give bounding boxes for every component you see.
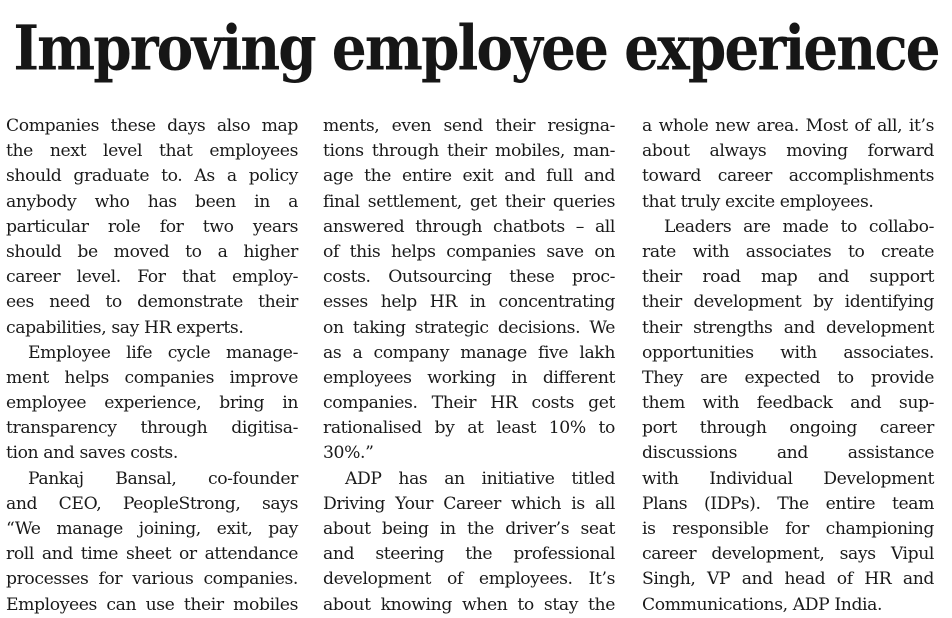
- text-line: Plans (IDPs). The entire team: [642, 493, 934, 514]
- text-line: age the entire exit and full and: [323, 166, 615, 187]
- text-line: that truly excite employees.: [642, 191, 874, 212]
- article-column-1: [6, 114, 298, 618]
- text-line: particular role for two years: [6, 216, 298, 237]
- text-line: toward career accomplishments: [642, 166, 934, 187]
- text-line: processes for various companies.: [6, 569, 298, 590]
- text-line: ADP has an initiative titled: [345, 468, 615, 489]
- text-line: Communications, ADP India.: [642, 594, 883, 615]
- text-line: as a company manage five lakh: [323, 342, 615, 363]
- text-line: Employees can use their mobiles: [6, 594, 298, 615]
- text-line: port through ongoing career: [642, 418, 934, 439]
- text-line: with Individual Development: [642, 468, 934, 489]
- text-line: capabilities, say HR experts.: [6, 317, 244, 338]
- text-line: “We manage joining, exit, pay: [6, 519, 298, 539]
- text-line: esses help HR in concentrating: [323, 292, 615, 313]
- text-line: companies. Their HR costs get: [323, 393, 615, 414]
- text-line: costs. Outsourcing these proc-: [323, 267, 615, 288]
- text-line: should be moved to a higher: [6, 241, 298, 262]
- text-line: 30%.”: [323, 443, 374, 464]
- text-line: anybody who has been in a: [6, 191, 298, 212]
- text-line: about always moving forward: [642, 141, 934, 162]
- text-line: They are expected to provide: [642, 367, 934, 388]
- text-line: Singh, VP and head of HR and: [642, 569, 934, 590]
- text-line: employee experience, bring in: [6, 393, 298, 414]
- article-column-3: [642, 114, 934, 618]
- text-line: discussions and assistance: [642, 443, 934, 464]
- article-body: [6, 114, 946, 614]
- text-line: should graduate to. As a policy: [6, 166, 298, 187]
- text-line: development of employees. It’s: [323, 569, 615, 590]
- article-column-2: [323, 114, 615, 618]
- text-line: rationalised by at least 10% to: [323, 418, 615, 439]
- text-line: their strengths and development: [642, 317, 934, 338]
- headline: Improving employee experience: [13, 11, 939, 84]
- text-line: employees working in different: [323, 367, 615, 388]
- text-line: on taking strategic decisions. We: [323, 317, 615, 338]
- text-line: ments, even send their resigna-: [323, 116, 615, 136]
- text-line: Companies these days also map: [6, 116, 298, 136]
- text-line: their road map and support: [642, 267, 934, 288]
- text-line: rate with associates to create: [642, 241, 934, 262]
- text-line: Driving Your Career which is all: [323, 493, 615, 514]
- text-line: ment helps companies improve: [6, 367, 298, 388]
- text-line: Pankaj Bansal, co-founder: [28, 468, 298, 489]
- text-line: is responsible for championing: [642, 519, 934, 539]
- text-line: Leaders are made to collabo-: [664, 216, 934, 237]
- text-line: and CEO, PeopleStrong, says: [6, 493, 298, 514]
- text-line: career level. For that employ-: [6, 267, 298, 288]
- text-line: about being in the driver’s seat: [323, 519, 615, 539]
- text-line: a whole new area. Most of all, it’s: [642, 116, 934, 136]
- text-line: of this helps companies save on: [323, 241, 615, 262]
- text-line: about knowing when to stay the: [323, 594, 615, 615]
- text-line: career development, says Vipul: [642, 544, 934, 565]
- text-line: final settlement, get their queries: [323, 191, 615, 212]
- text-line: Employee life cycle manage-: [28, 342, 298, 363]
- text-line: transparency through digitisa-: [6, 418, 298, 439]
- text-line: their development by identifying: [642, 292, 934, 313]
- text-line: opportunities with associates.: [642, 342, 934, 363]
- text-line: ees need to demonstrate their: [6, 292, 298, 313]
- text-line: the next level that employees: [6, 141, 298, 162]
- text-line: them with feedback and sup-: [642, 393, 934, 414]
- text-line: roll and time sheet or attendance: [6, 544, 298, 565]
- text-line: tions through their mobiles, man-: [323, 141, 615, 162]
- text-line: answered through chatbots – all: [323, 216, 615, 237]
- text-line: tion and saves costs.: [6, 443, 178, 464]
- text-line: and steering the professional: [323, 544, 615, 565]
